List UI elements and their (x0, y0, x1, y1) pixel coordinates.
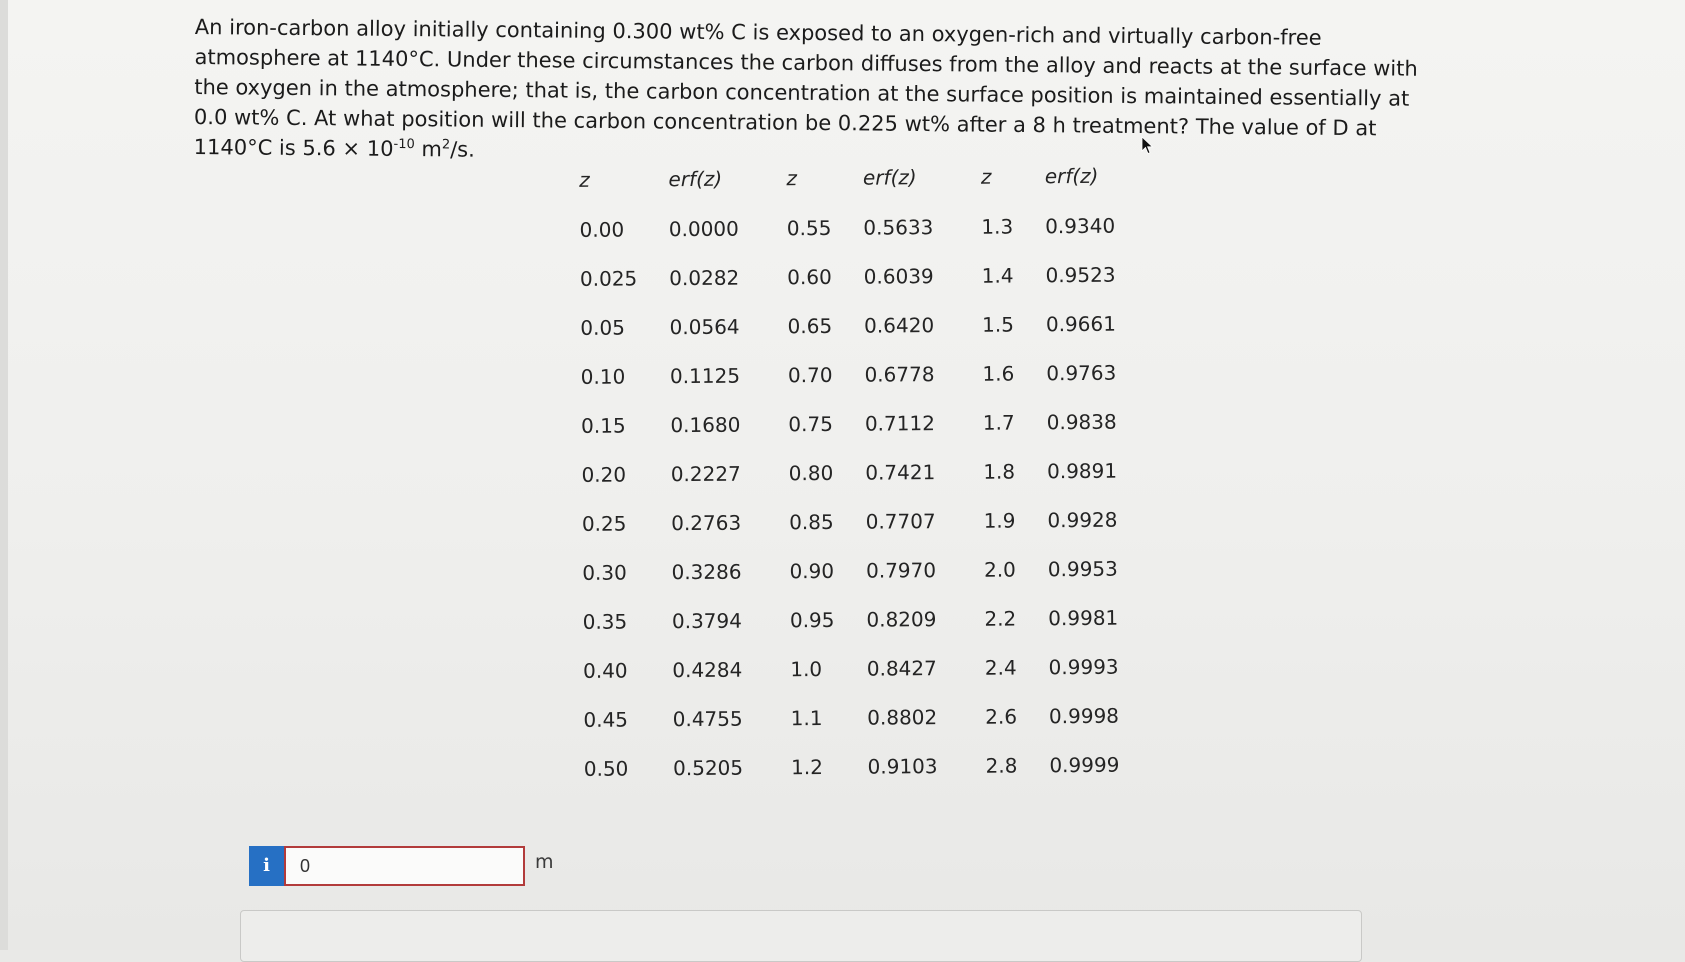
z-value-cell: 0.10 (580, 364, 626, 389)
question-text (194, 12, 1435, 174)
z-value-cell: 1.5 (982, 311, 1015, 337)
z-value-cell: 0.50 (583, 756, 629, 781)
erf-table-row (568, 543, 1152, 597)
z-value-cell: 0.90 (789, 558, 835, 583)
erf-table-row (569, 641, 1153, 695)
z-value-cell: 0.70 (787, 362, 833, 387)
z-value-cell: 1.3 (981, 213, 1014, 239)
z-value-cell: 1.7 (982, 409, 1015, 435)
z-value-cell: 1.8 (983, 458, 1016, 484)
z-value-cell: 2.6 (985, 703, 1018, 729)
erf-value-cell: 0.0000 (668, 216, 739, 241)
z-value-cell: 0.00 (579, 217, 625, 242)
erf-value-cell: 0.6778 (864, 361, 935, 387)
erf-table-row (567, 445, 1151, 499)
erf-value-cell: 0.7421 (865, 459, 936, 485)
erf-table (565, 150, 1154, 793)
question-body: An iron-carbon alloy initially containing 0.300 wt% C is exposed to an oxygen-rich and virtually carbon-free atmosphere at 1140°C. Under these circumstances the carbon diffuses from the alloy and reacts at the surface with the oxygen in the atmosphere; that is, the carbon concentration at the surface position is maintained essentially at 0.0 wt% C. At what position will the carbon concentration be 0.225 wt% after a 8 h treatment? The value of D at 1140°C is 5.6 × 10 (193, 14, 1418, 161)
erf-value-cell: 0.8427 (866, 655, 937, 681)
erf-table-row (568, 592, 1152, 646)
erf-value-cell: 0.4755 (672, 706, 743, 731)
erf-table-row (566, 249, 1150, 303)
z-value-cell: 2.0 (983, 556, 1016, 582)
erf-value-cell: 0.0564 (669, 314, 740, 339)
question-exponent: -10 (393, 136, 415, 153)
header-z-1: z (579, 167, 590, 192)
z-value-cell: 1.4 (981, 262, 1014, 288)
z-value-cell: 0.80 (788, 460, 834, 485)
erf-value-cell: 0.1125 (669, 363, 741, 388)
erf-value-cell: 0.9999 (1049, 752, 1120, 777)
z-value-cell: 0.65 (787, 313, 833, 338)
erf-value-cell: 0.9763 (1046, 360, 1117, 385)
erf-value-cell: 0.9661 (1045, 311, 1116, 336)
z-value-cell: 1.6 (982, 360, 1015, 386)
z-value-cell: 0.20 (581, 462, 627, 487)
z-value-cell: 0.85 (789, 509, 834, 534)
question-unit-power: 2 (441, 137, 451, 153)
answer-unit: m (535, 851, 554, 873)
info-icon[interactable]: i (249, 846, 284, 886)
erf-value-cell: 0.2763 (671, 510, 742, 535)
z-value-cell: 0.30 (582, 560, 627, 585)
erf-value-cell: 0.7707 (865, 508, 936, 534)
erf-value-cell: 0.9981 (1048, 605, 1119, 630)
z-value-cell: 0.60 (787, 264, 832, 289)
erf-value-cell: 0.9103 (867, 753, 938, 779)
left-edge-shadow (0, 0, 8, 950)
z-value-cell: 1.2 (790, 754, 823, 779)
z-value-cell: 1.0 (790, 656, 823, 681)
erf-table-row (569, 690, 1153, 744)
erf-value-cell: 0.0282 (669, 265, 740, 290)
header-erf-2: erf(z) (862, 165, 917, 190)
erf-value-cell: 0.8209 (866, 606, 937, 632)
erf-value-cell: 0.5205 (672, 755, 744, 780)
header-z-2: z (786, 166, 798, 191)
erf-table-row (565, 200, 1149, 254)
z-value-cell: 2.4 (984, 654, 1017, 680)
erf-value-cell: 0.6039 (863, 263, 934, 289)
erf-value-cell: 0.9891 (1046, 458, 1118, 483)
z-value-cell: 0.55 (786, 215, 832, 240)
erf-value-cell: 0.1680 (670, 412, 741, 437)
erf-table-row (568, 494, 1152, 548)
erf-value-cell: 0.7112 (864, 410, 935, 436)
erf-value-cell: 0.3794 (671, 608, 743, 633)
z-value-cell: 2.8 (985, 752, 1018, 778)
z-value-cell: 2.2 (984, 605, 1017, 631)
erf-table-row (567, 347, 1151, 401)
z-value-cell: 0.25 (581, 511, 627, 536)
erf-value-cell: 0.8802 (867, 704, 938, 730)
z-value-cell: 0.40 (582, 658, 628, 683)
header-erf-3: erf(z) (1044, 163, 1099, 189)
erf-value-cell: 0.9998 (1048, 703, 1120, 728)
erf-value-cell: 0.5633 (863, 214, 934, 240)
erf-value-cell: 0.7970 (865, 557, 937, 583)
z-value-cell: 0.15 (581, 413, 626, 438)
erf-value-cell: 0.9993 (1048, 654, 1119, 679)
erf-value-cell: 0.9928 (1047, 507, 1118, 532)
erf-table-row (570, 739, 1154, 793)
erf-value-cell: 0.3286 (671, 559, 742, 584)
erf-table-body (565, 200, 1153, 793)
z-value-cell: 1.9 (983, 507, 1016, 533)
z-value-cell: 0.35 (582, 609, 628, 634)
z-value-cell: 1.1 (790, 705, 823, 730)
erf-value-cell: 0.9340 (1045, 213, 1116, 238)
erf-table-row (567, 396, 1151, 450)
erf-table-row (566, 298, 1150, 352)
question-unit-tail: /s. (450, 137, 475, 162)
mouse-cursor-icon (1141, 136, 1155, 156)
erf-value-cell: 0.2227 (670, 461, 741, 486)
question-unit-base: m (414, 137, 442, 162)
erf-value-cell: 0.6420 (864, 312, 935, 338)
header-erf-1: erf(z) (668, 166, 723, 192)
z-value-cell: 0.45 (583, 707, 629, 732)
bottom-panel (240, 910, 1362, 962)
z-value-cell: 0.75 (788, 411, 833, 436)
erf-table-header-row (565, 150, 1149, 205)
z-value-cell: 0.05 (580, 315, 625, 340)
erf-value-cell: 0.9953 (1047, 556, 1118, 581)
erf-value-cell: 0.9523 (1045, 262, 1116, 287)
z-value-cell: 0.95 (789, 607, 835, 632)
header-z-3: z (980, 164, 992, 189)
z-value-cell: 0.025 (579, 265, 638, 291)
answer-input[interactable] (284, 846, 525, 886)
erf-value-cell: 0.9838 (1046, 409, 1117, 434)
erf-value-cell: 0.4284 (672, 657, 743, 682)
